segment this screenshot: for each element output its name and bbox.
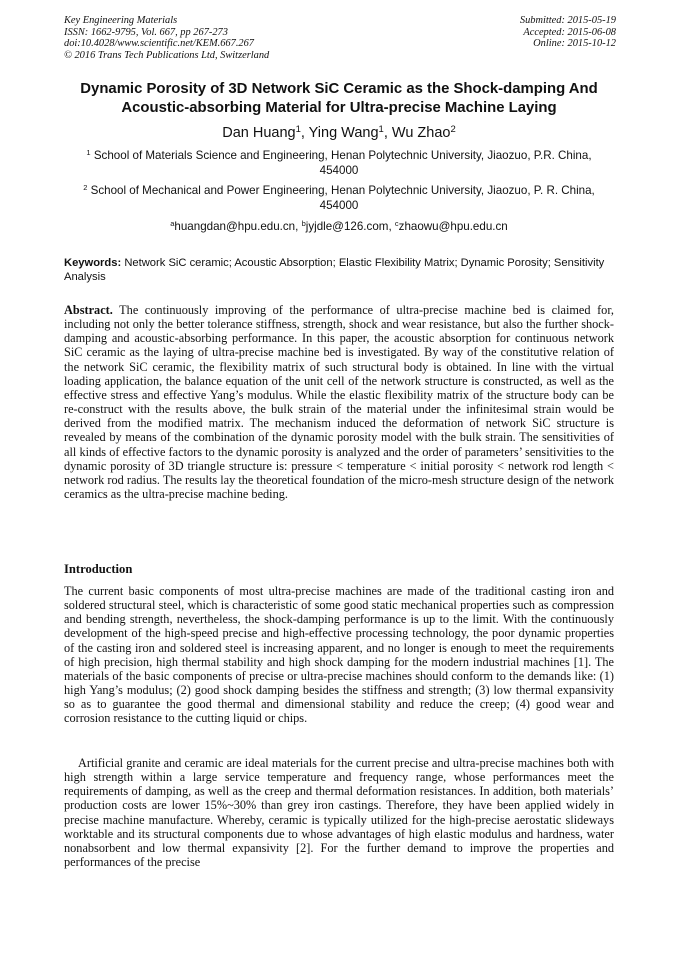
publication-dates (520, 15, 616, 50)
author-affiliation-mark: 1 (295, 124, 301, 135)
accepted-date: Accepted: 2015-06-08 (523, 26, 616, 38)
email-mark: c (394, 219, 399, 228)
journal-name: Key Engineering Materials (64, 15, 178, 26)
issn-line: ISSN: 1662-9795, Vol. 667, pp 267-273 (64, 26, 228, 38)
affiliation (64, 149, 614, 178)
keywords-text: Network SiC ceramic; Acoustic Absorption; Elastic Flexibility Matrix; Dynamic Porosity; Sensitivity Analysis (64, 257, 605, 284)
intro-paragraph (64, 756, 614, 869)
abstract-block (64, 303, 614, 501)
online-date: Online: 2015-10-12 (533, 38, 616, 50)
author-name: Dan Huang (222, 125, 296, 141)
affiliation-mark: 2 (83, 183, 88, 192)
affiliation-text: School of Materials Science and Engineering, Henan Polytechnic University, Jiaozuo, P.R. China, (93, 149, 592, 162)
paragraph-text: The current basic components of most ultra-precise machines are made of the traditional casting iron and soldered structural steel, which is characteristic of some good static mechanical properties such as compression and bending strength, nevertheless, the shock-damping performance is up to the limit. With the continuously development of the high-speed precise and high-effective processing technology, the poor dynamic properties of the casting iron and soldered steel is increasing apparent, and no longer is enough to meet the requirements of high precision, high thermal stability and high shock damping for the modern industrial machines [1]. The materials of the basic components of precise or ultra-precise machines should conform to the demands like: (1) high Yang’s modulus; (2) good shock damping besides the stiffness and strength; (3) low thermal expansivity so as to guarantee the good thermal and dimensional stability and reduce the creep; (4) good wear and corrosion resistance to the cutting liquid or chips. (64, 584, 614, 726)
section-heading-introduction: Introduction (64, 562, 133, 576)
affiliation-text: School of Mechanical and Power Engineering, Henan Polytechnic University, Jiaozuo, P. R. China, (90, 184, 595, 197)
submitted-date: Submitted: 2015-05-19 (519, 15, 616, 26)
keywords-block (64, 256, 614, 284)
author-name: Ying Wang (308, 125, 379, 141)
affiliation-mark: 1 (86, 148, 91, 157)
affiliation (64, 184, 614, 213)
email-mark: a (170, 219, 175, 228)
email-address: zhaowu@hpu.edu.cn (398, 220, 508, 233)
abstract-text: The continuously improving of the performance of ultra-precise machine bed is claimed for, including not only the better tolerance stiffness, strength, shock and wear resistance, but also the further shock-damping and acoustic-absorbing performance. In this paper, the acoustic absorption for continuous network SiC ceramic as the laying of ultra-precise machine bed is investigated. By way of the constitutive relation of the network SiC ceramic, the flexibility matrix of such structural body is obtained. In line with the virtual loading application, the balance equation of the unit cell of the network structure is constructed, as well as the effective stress and effective Yang’s modulus. While the elastic flexibility matrix of the structure body can be re-construct with the results above, the bulk strain of the material under the infinitesimal strain would be derived from the modified matrix. The mechanism induced the deformation of network SiC structure is revealed by means of the combination of the dynamic porosity model with the bulk strain. The sensitivities of all kinds of effective factors to the dynamic porosity is analyzed and the order of parameters’ sensitivities to the dynamic porosity of 3D triangle structure is: pressure < temperature < initial porosity < network rod length < network rod radius. The results lay the theoretical foundation of the micro-mesh structure design of the network ceramics as the ultra-precise machine beding. (64, 303, 614, 502)
author-emails: $^a$huangdan@hpu.edu.cn, $^b$jyjdle@126.com, $^c$zhaowu@hpu.edu.cn (170, 219, 508, 233)
journal-info (64, 15, 269, 61)
author-affiliation-mark: 1 (378, 124, 384, 135)
email-address: huangdan@hpu.edu.cn (174, 220, 296, 233)
title-line: Dynamic Porosity of 3D Network SiC Ceramic as the Shock-damping And (80, 81, 598, 97)
email-address: jyjdle@126.com (305, 220, 389, 233)
abstract-label: Abstract. (64, 303, 113, 317)
title-line: Acoustic-absorbing Material for Ultra-precise Machine Laying (121, 99, 557, 116)
copyright-line: © 2016 Trans Tech Publications Ltd, Switzerland (64, 49, 270, 61)
intro-paragraph (64, 584, 614, 726)
author-name: Wu Zhao (391, 125, 451, 141)
paragraph-text: Artificial granite and ceramic are ideal materials for the current precise and ultra-precise machines both with high strength within a large service temperature and frequency range, whose performances meet the requirements of damping, as well as the creep and thermal deformation resistances. In addition, both materials’ production costs are lower 15%~30% than grey iron castings. Therefore, they have been applied widely in precise machine manufacture. Whereby, ceramic is typically utilized for the high-precise aerostatic slideways worktable and its structural components due to whose advantages of high elastic modulus and hardness, water nonabsorbent and low thermal expansivity [2]. For the further demand to improve the properties and performances of the precise (64, 756, 614, 870)
keywords-label: Keywords: (64, 257, 122, 269)
author-affiliation-mark: 2 (450, 124, 456, 135)
paper-title (56, 80, 622, 117)
affiliation-zip: 454000 (319, 163, 359, 177)
author-list: Dan Huang$^1$, Ying Wang$^1$, Wu Zhao$^2$ (222, 124, 456, 141)
doi-line: doi:10.4028/www.scientific.net/KEM.667.267 (64, 38, 254, 50)
email-mark: b (301, 219, 306, 228)
affiliation-zip: 454000 (319, 198, 359, 212)
